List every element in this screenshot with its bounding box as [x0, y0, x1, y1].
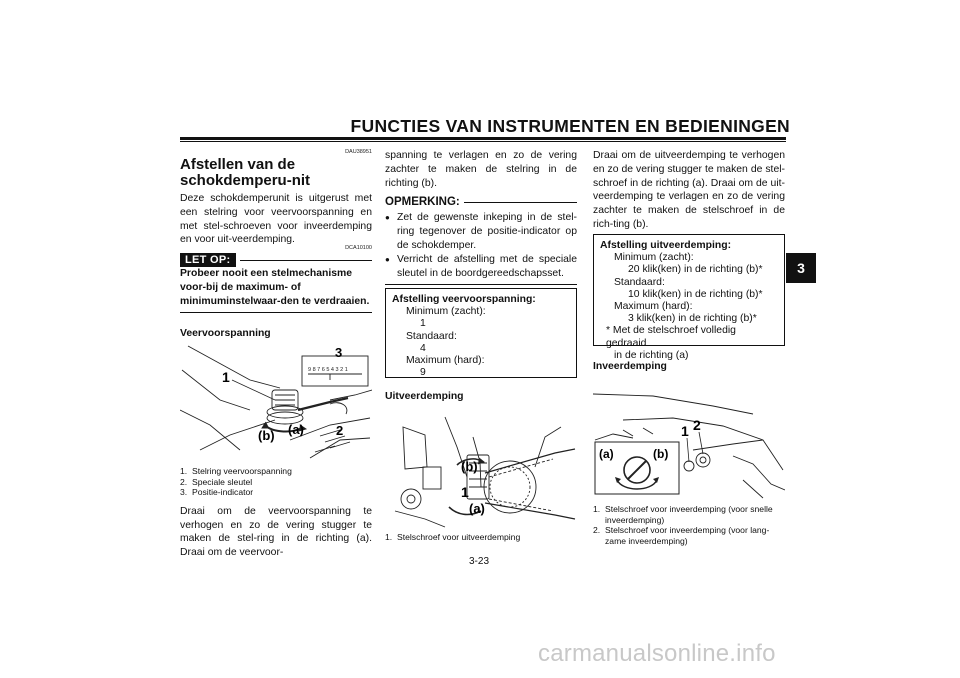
caution-text: Probeer nooit een stelmechanisme voor-bij de maximum- of minimuminstelwaar-den te verdraaien.: [180, 268, 370, 307]
fig3-label-1: 1: [681, 423, 689, 439]
header-rule: [180, 137, 786, 140]
fig2-label-a: (a): [469, 501, 485, 516]
section-code: DAU38951: [345, 149, 372, 155]
spec-std-value: 4: [420, 342, 426, 354]
caption-item: 1. Stelschroef voor uitveerdemping: [385, 532, 521, 542]
fig1-label-2: 2: [336, 423, 344, 438]
page-number: 3-23: [468, 556, 489, 567]
spec-min-label: Minimum (zacht):: [406, 306, 486, 318]
spec-max-label: Maximum (hard):: [614, 301, 693, 313]
spec-box-preload: [385, 288, 577, 378]
note-bullets: [385, 211, 577, 280]
caption-item: 1. Stelring veervoorspanning: [180, 466, 292, 476]
watermark: carmanualsonline.info: [538, 640, 776, 667]
column-1-lower: [180, 466, 372, 560]
intro-paragraph: Deze schokdemperunit is uitgerust met een stelring voor veervoorspanning en met stel-schroeven voor inveerdemping en voor uit-veerdemping.: [180, 193, 372, 246]
column-2: [385, 149, 577, 285]
caption-item: 2. Speciale sleutel: [180, 476, 253, 487]
chapter-tab: 3: [786, 253, 816, 283]
spec-min-value: 20 klik(ken) in de richting (b)*: [628, 264, 763, 276]
fig1-scale: 9 8 7 6 5 4 3 2 1: [308, 367, 348, 373]
rebound-illustration: [385, 407, 577, 529]
figure-rebound-adjuster: [385, 407, 577, 529]
spec-std-label: Standaard:: [406, 330, 457, 342]
spec-max-value: 9: [420, 367, 426, 379]
section-title: Afstellen van de schokdemperu-nit: [180, 156, 311, 189]
caution-bar: [180, 253, 372, 267]
caption-item: 2. Stelschroef voor inveerdemping (voor lang-zame inveerdemping): [593, 525, 770, 546]
column-3-lower: [593, 504, 785, 546]
fig1-label-3: 3: [335, 345, 343, 360]
preload-paragraph: Draai om de veervoorspanning te verhogen en zo de vering stugger te maken de stel-ring in de richting (a). Draai om de veervoor-: [180, 505, 372, 559]
note-heading: OPMERKING:: [385, 196, 577, 208]
column-3: [593, 149, 785, 232]
header-rule-thin: [180, 141, 786, 142]
caution-label: LET OP:: [180, 253, 236, 267]
caution-line: [240, 260, 373, 261]
list-item: ● Verricht de afstelling met de speciale sleutel in de boordgereedschapsset.: [385, 253, 577, 279]
caption-item: 1. Stelschroef voor inveerdemping (voor snelle inveerdemping): [593, 504, 773, 525]
figure-compression-adjuster: [593, 380, 785, 502]
fig3-label-a: (a): [599, 447, 614, 461]
spec-max-value: 3 klik(ken) in de richting (b)*: [628, 313, 757, 325]
subhead-compression: Inveerdemping: [593, 361, 667, 372]
spec-title: Afstelling veervoorspanning:: [392, 294, 536, 305]
caption-item: 3. Positie-indicator: [180, 487, 254, 498]
fig1-label-1: 1: [222, 369, 230, 385]
fig2-label-1: 1: [461, 484, 469, 500]
column-2-lower: [385, 532, 577, 543]
spec-min-value: 1: [420, 318, 426, 330]
spec-box-rebound: [593, 234, 785, 361]
preload-illustration: [180, 340, 372, 460]
fig1-label-b: (b): [258, 428, 275, 443]
preload-paragraph-cont: spanning te verlagen en zo de vering zachter te maken de stelring in de richting (b).: [385, 150, 577, 189]
spec-min-label: Minimum (zacht):: [614, 252, 694, 264]
caution-end-rule: [180, 312, 372, 313]
fig2-label-b: (b): [461, 459, 478, 474]
column-1: [180, 149, 372, 339]
caution-code: DCA10100: [345, 245, 372, 252]
spec-std-label: Standaard:: [614, 276, 665, 288]
fig1-label-a: (a): [288, 422, 304, 437]
spec-max-label: Maximum (hard):: [406, 355, 485, 367]
subhead-rebound: Uitveerdemping: [385, 391, 464, 402]
spec-footnote: * Met de stelschroef volledig gedraaid: [606, 325, 736, 349]
spec-title: Afstelling uitveerdemping:: [600, 240, 732, 251]
compression-illustration: [593, 380, 785, 502]
list-item: ● Zet de gewenste inkeping in de stel-ring tegenover de positie-indicator op de schokdemper.: [385, 212, 577, 251]
page-header-title: FUNCTIES VAN INSTRUMENTEN EN BEDIENINGEN: [350, 116, 790, 136]
figure-preload-adjuster: [180, 340, 372, 460]
spec-footnote-cont: in de richting (a): [614, 349, 689, 361]
fig3-label-2: 2: [693, 417, 701, 433]
spec-std-value: 10 klik(ken) in de richting (b)*: [628, 288, 763, 300]
rebound-paragraph: Draai om de uitveerdemping te verhogen en zo de vering stugger te maken de stel-schroef in de richting (a). Draai om de uit-veerdemping te verlagen en zo de vering zachter te maken de stelschroef in de rich-ting (b).: [593, 150, 785, 230]
note-end-rule: [385, 284, 577, 285]
fig3-label-b: (b): [653, 447, 669, 461]
subhead-preload: Veervoorspanning: [180, 327, 271, 339]
